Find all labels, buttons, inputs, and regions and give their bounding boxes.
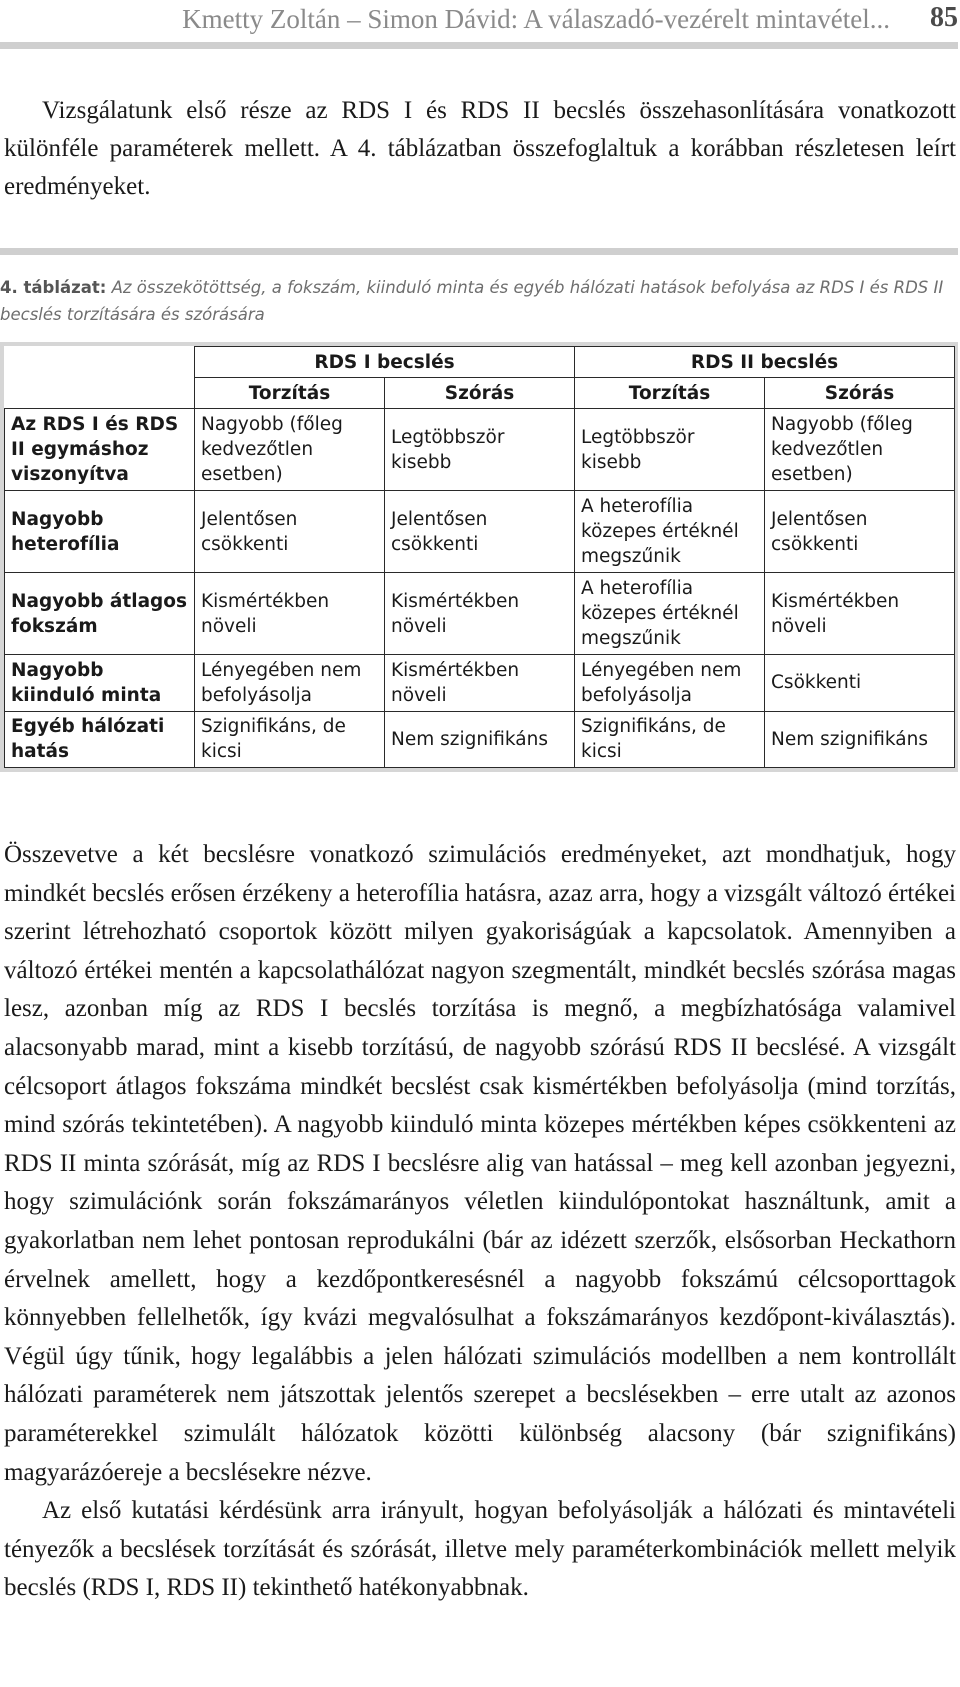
table-cell: A heterofília közepes értéknél megszűnik — [575, 491, 765, 573]
table-cell: Szignifikáns, de kicsi — [195, 711, 385, 767]
table-cell: Legtöbbször kisebb — [385, 409, 575, 491]
table-cell: Nem szignifikáns — [385, 711, 575, 767]
subheader-rds1-bias: Torzítás — [195, 378, 385, 409]
row-label: Nagyobb kiinduló minta — [5, 655, 195, 711]
table-caption — [0, 274, 958, 328]
intro-paragraph: Vizsgálatunk első része az RDS I és RDS II becslés összehasonlítására vonatkozott különféle paraméterek mellett. A 4. táblázatban összefoglaltuk a korábban részletesen leírt eredményeket. — [4, 97, 956, 200]
table-row — [5, 711, 955, 767]
results-table — [4, 346, 955, 768]
subheader-rds2-bias: Torzítás — [575, 378, 765, 409]
table-cell: Legtöbbször kisebb — [575, 409, 765, 491]
page-number: 85 — [930, 2, 958, 33]
table-cell: Kismértékben növeli — [195, 573, 385, 655]
table-row — [5, 573, 955, 655]
running-title: Kmetty Zoltán – Simon Dávid: A válaszadó-vezérelt mintavétel... — [182, 4, 890, 34]
group-header-rds2: RDS II becslés — [575, 347, 955, 378]
table-row — [5, 491, 955, 573]
body-paragraph-1: Összevetve a két becslésre vonatkozó szimulációs eredményeket, azt mondhatjuk, hogy mindkét becslés erősen érzékeny a heterofília hatásra, azaz arra, hogy a vizsgált változó értékei szerint létrehozható csoportok között milyen gyakoriságúak a kapcsolatok. Amennyiben a változó értékei mentén a kapcsolathálózat nagyon szegmentált, mindkét becslés szórása magas lesz, azonban míg az RDS I becslés torzítása is megnő, a megbízhatósága valamivel alacsonyabb marad, mint a kisebb torzítású, de nagyobb szórású RDS II becslésé. A vizsgált célcsoport átlagos fokszáma mindkét becslést csak kismértékben befolyásolja (mind torzítás, mind szórás tekintetében). A nagyobb kiinduló minta közepes mértékben képes csökkenteni az RDS II minta szórását, míg az RDS I becslésre alig van hatással – meg kell azonban jegyezni, hogy szimulációnk során fokszámarányos véletlen kiindulópontokat használtunk, amit a gyakorlatban nem lehet pontosan reprodukálni (bár az idézett szerzők, elsősorban Heckathorn érvelnek amellett, hogy a kezdőpontkeresésnél a nagyobb fokszámú célcsoporttagok könnyebben fellelhetők, így kvázi megvalósulhat a fokszámarányos kezdőpont-kiválasztás). Végül úgy tűnik, hogy legalábbis a jelen hálózati szimulációs modellben a nem kontrollált hálózati paraméterek nem játszottak jelentős szerepet a becslésekben – erre utalt az azonos paraméterekkel szimulált hálózatok közötti különbség alacsony (bár szignifikáns) magyarázóereje a becslésekre nézve. — [4, 841, 956, 1486]
row-label: Nagyobb átlagos fokszám — [5, 573, 195, 655]
table-cell: Szignifikáns, de kicsi — [575, 711, 765, 767]
header-rule — [0, 42, 958, 49]
table-cell: Kismértékben növeli — [385, 655, 575, 711]
table-cell: Jelentősen csökkenti — [765, 491, 955, 573]
table-cell: Nagyobb (főleg kedvezőtlen esetben) — [765, 409, 955, 491]
row-label: Nagyobb heterofília — [5, 491, 195, 573]
body-text — [4, 836, 956, 1608]
table-cell: Lényegében nem befolyásolja — [195, 655, 385, 711]
caption-rule — [0, 248, 958, 255]
subheader-rds2-variance: Szórás — [765, 378, 955, 409]
running-header — [0, 0, 960, 44]
table-cell: A heterofília közepes értéknél megszűnik — [575, 573, 765, 655]
group-header-rds1: RDS I becslés — [195, 347, 575, 378]
table-cell: Csökkenti — [765, 655, 955, 711]
table-cell: Nagyobb (főleg kedvezőtlen esetben) — [195, 409, 385, 491]
table-row — [5, 655, 955, 711]
table-cell: Lényegében nem befolyásolja — [575, 655, 765, 711]
body-paragraph-2: Az első kutatási kérdésünk arra irányult, hogyan befolyásolják a hálózati és mintavételi tényezők a becslések torzítását és szórását, illetve mely paraméterkombinációk mellett melyik becslés (RDS I, RDS II) tekinthető hatékonyabbnak. — [4, 1497, 956, 1602]
table-cell: Nem szignifikáns — [765, 711, 955, 767]
row-label: Egyéb hálózati hatás — [5, 711, 195, 767]
table-cell: Jelentősen csökkenti — [195, 491, 385, 573]
table-cell: Kismértékben növeli — [385, 573, 575, 655]
table-row — [5, 409, 955, 491]
table-corner — [5, 347, 195, 409]
table-caption-text: Az összekötöttség, a fokszám, kiinduló minta és egyéb hálózati hatások befolyása az RDS I és RDS II becslés torzítására és szórására — [0, 278, 944, 324]
table-cell: Jelentősen csökkenti — [385, 491, 575, 573]
table-frame — [0, 342, 958, 772]
table-caption-label: 4. táblázat: — [0, 278, 107, 297]
subheader-rds1-variance: Szórás — [385, 378, 575, 409]
row-label: Az RDS I és RDS II egymáshoz viszonyítva — [5, 409, 195, 491]
table-cell: Kismértékben növeli — [765, 573, 955, 655]
